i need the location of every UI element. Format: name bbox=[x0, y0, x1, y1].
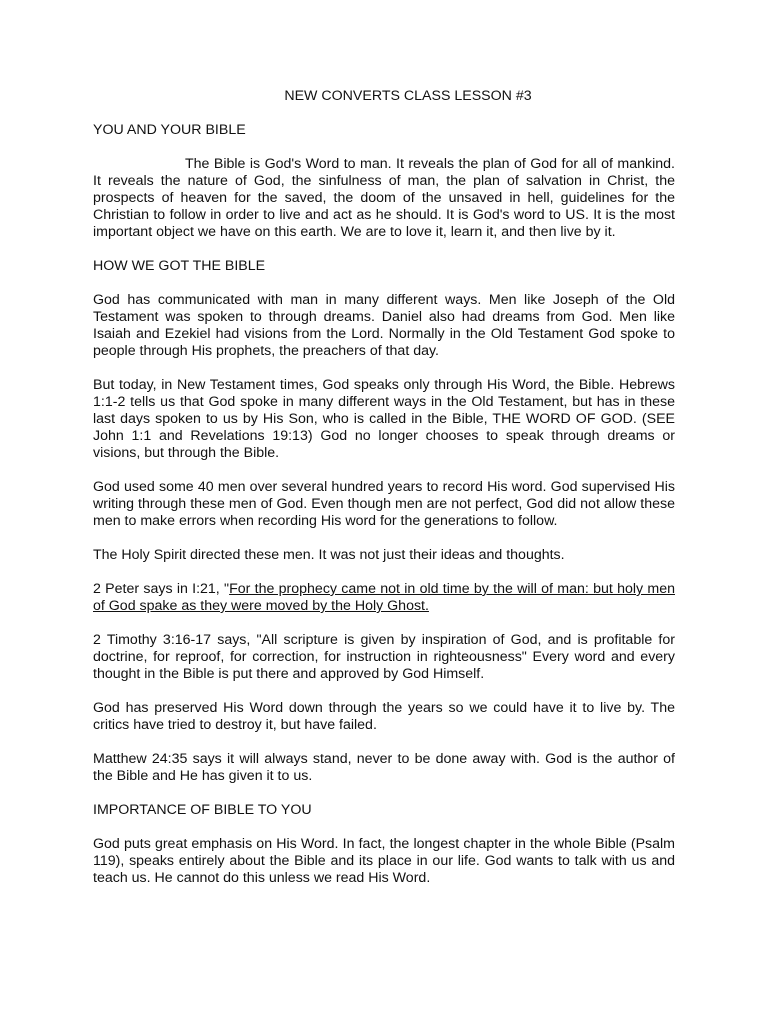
paragraph-emphasis: God puts great emphasis on His Word. In fact, the longest chapter in the whole Bible (Psalm 119), speaks entirely about the Bible and its place in our life. God wants to talk with us and teach us. He cannot do this unless we read His Word. bbox=[93, 836, 675, 886]
paragraph-intro: The Bible is God's Word to man. It reveals the plan of God for all of mankind. It reveals the nature of God, the sinfulness of man, the plan of salvation in Christ, the prospects of heaven for the saved, the doom of the unsaved in hell, guidelines for the Christian to follow in order to live and act as he should. It is God's word to US. It is the most important object we have on this earth. We are to love it, learn it, and then live by it. bbox=[93, 156, 675, 240]
paragraph-holy-spirit: The Holy Spirit directed these men. It was not just their ideas and thoughts. bbox=[93, 547, 565, 563]
paragraph-2-peter-prefix: 2 Peter says in I:21, " bbox=[93, 581, 230, 597]
section-heading-you-and-your-bible: YOU AND YOUR BIBLE bbox=[93, 122, 246, 138]
section-heading-importance: IMPORTANCE OF BIBLE TO YOU bbox=[93, 802, 312, 818]
section-heading-how-we-got-the-bible: HOW WE GOT THE BIBLE bbox=[93, 258, 266, 274]
document-page bbox=[93, 88, 675, 904]
paragraph-new-testament: But today, in New Testament times, God speaks only through His Word, the Bible. Hebrews 1:1-2 tells us that God spoke in many different ways in the Old Testament, but has in these last days spoken to us by His Son, who is called in the Bible, THE WORD OF GOD. (SEE John 1:1 and Revelations 19:13) God no longer chooses to speak through dreams or visions, but through the Bible. bbox=[93, 377, 675, 461]
paragraph-2-timothy: 2 Timothy 3:16-17 says, "All scripture is given by inspiration of God, and is profitable for doctrine, for reproof, for correction, for instruction in righteousness" Every word and every thought in the Bible is put there and approved by God Himself. bbox=[93, 632, 675, 682]
paragraph-2-peter-quote: For the prophecy came not in old time by the will of man: but holy men of God spake as they were moved by the Holy Ghost. bbox=[93, 581, 675, 614]
document-title: NEW CONVERTS CLASS LESSON #3 bbox=[284, 88, 532, 104]
paragraph-forty-men: God used some 40 men over several hundred years to record His word. God supervised His writing through these men of God. Even though men are not perfect, God did not allow these men to make errors when recording His word for the generations to follow. bbox=[93, 479, 675, 529]
paragraph-preserved: God has preserved His Word down through the years so we could have it to live by. The critics have tried to destroy it, but have failed. bbox=[93, 700, 675, 733]
paragraph-2-peter bbox=[93, 581, 675, 615]
paragraph-matthew: Matthew 24:35 says it will always stand, never to be done away with. God is the author of the Bible and He has given it to us. bbox=[93, 751, 675, 784]
paragraph-communication: God has communicated with man in many different ways. Men like Joseph of the Old Testament was spoken to through dreams. Daniel also had dreams from God. Men like Isaiah and Ezekiel had visions from the Lord. Normally in the Old Testament God spoke to people through His prophets, the preachers of that day. bbox=[93, 292, 675, 359]
